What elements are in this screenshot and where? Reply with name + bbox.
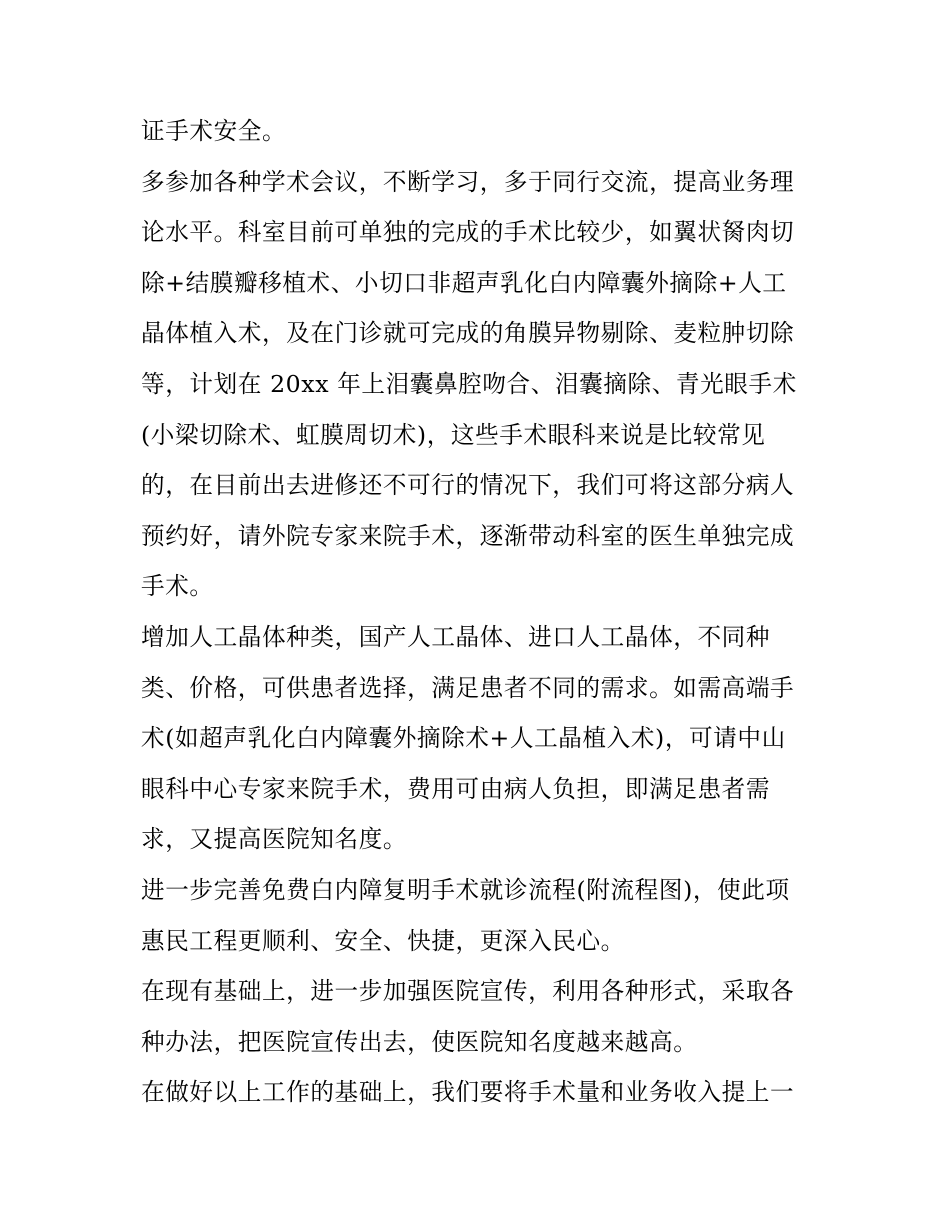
text-line: 增加人工晶体种类，国产人工晶体、进口人工晶体，不同种 <box>141 622 771 651</box>
text-line: 预约好，请外院专家来院手术，逐渐带动科室的医生单独完成 <box>141 521 795 550</box>
text-line: 进一步完善免费白内障复明手术就诊流程(附流程图)，使此项 <box>141 875 790 904</box>
text-line: 在现有基础上，进一步加强医院宣传，利用各种形式，采取各 <box>141 977 795 1006</box>
body-text <box>141 106 813 1118</box>
text-line: 种办法，把医院宣传出去，使医院知名度越来越高。 <box>141 1027 698 1056</box>
text-line: 多参加各种学术会议，不断学习，多于同行交流，提高业务理 <box>141 167 795 196</box>
text-line: 证手术安全。 <box>141 117 287 145</box>
text-line: 手术。 <box>141 572 214 601</box>
text-line: 晶体植入术，及在门诊就可完成的角膜异物剔除、麦粒肿切除 <box>141 319 795 348</box>
text-line: 等，计划在 20xx 年上泪囊鼻腔吻合、泪囊摘除、青光眼手术 <box>141 369 797 398</box>
text-line: 求，又提高医院知名度。 <box>141 825 408 854</box>
text-line: 眼科中心专家来院手术，费用可由病人负担，即满足患者需 <box>141 774 771 803</box>
text-line: (小梁切除术、虹膜周切术)，这些手术眼科来说是比较常见 <box>141 420 766 449</box>
text-line: 术(如超声乳化白内障囊外摘除术+人工晶植入术)，可请中山 <box>141 724 786 753</box>
text-line: 论水平。科室目前可单独的完成的手术比较少，如翼状胬肉切 <box>141 218 795 247</box>
text-line: 除+结膜瓣移植术、小切口非超声乳化白内障囊外摘除+人工 <box>141 268 787 297</box>
text-line: 在做好以上工作的基础上，我们要将手术量和业务收入提上一 <box>141 1078 795 1107</box>
text-line: 类、价格，可供患者选择，满足患者不同的需求。如需高端手 <box>141 673 795 702</box>
text-line: 惠民工程更顺利、安全、快捷，更深入民心。 <box>141 926 625 955</box>
text-line: 的，在目前出去进修还不可行的情况下，我们可将这部分病人 <box>141 471 795 500</box>
